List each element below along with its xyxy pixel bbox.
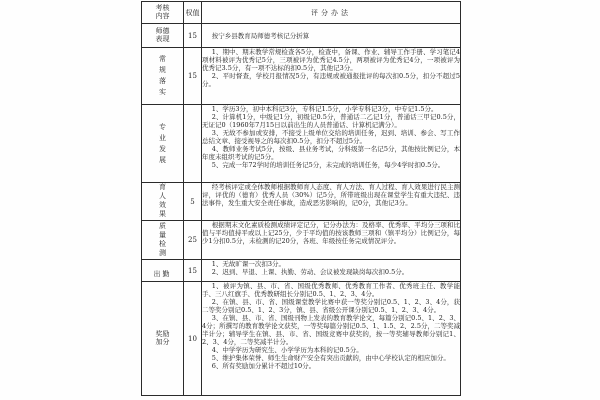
method-paragraph: 3、在镇、县、市、省、国级刊物上发表的教育教学论文，每篇分别记0.5、1、2、3、4分；所撰写的教育教学论文获奖，一等奖每篇分别记0.5、1、1.5、2、2.5分，二等奖减半计分；辅导学生在镇、县、市、省、国级竞赛中获奖的，按一等奖辅导教师分别记1、2、3、4分，二等奖减半计分。 — [202, 314, 460, 346]
header-item-label: 考核内容 — [155, 3, 170, 20]
row-bonus — [142, 282, 461, 396]
header-item-cell — [142, 2, 184, 24]
item-label: 师德表现 — [155, 26, 170, 43]
weight-cell — [184, 24, 202, 48]
row-professional-development — [142, 105, 461, 183]
item-label: 育人效果 — [159, 183, 166, 218]
item-label: 专业发展 — [159, 122, 166, 164]
weight-value: 15 — [188, 31, 197, 40]
item-cell — [142, 260, 184, 282]
header-method-cell — [202, 2, 461, 24]
weight-cell — [184, 48, 202, 105]
item-cell — [142, 48, 184, 105]
method-cell — [202, 221, 461, 260]
header-row — [142, 2, 461, 24]
item-cell — [142, 183, 184, 221]
method-paragraph: 2、在镇、县、市、省、国级课堂教学比赛中获一等奖分别记0.5、1、2、3、4分，获二等奖分别记0.5、1、2、3分，镇、县、省级公开课分别记0.5、1、2、3、4分。 — [202, 298, 460, 314]
method-paragraph: 1、期中、期末教学常规检查各5分，检查中，备课、作业、辅导工作手册、学习笔记4项材料被评为优秀记5分，三项被评为优秀记4.5分，两项被评为优秀记4分，一项被评为优秀记3.5分，有一项不达标的扣0.5分，其他记3分。 — [202, 48, 460, 72]
item-cell — [142, 282, 184, 396]
weight-value: 5 — [190, 197, 195, 206]
method-paragraph: 2、计算机1分，中级记1分，初级记0.5分，普通话二乙记1分，普通话三甲记0.5分，无证记0（1960年7月15日以前出生的人员普通话、计算机记满分）。 — [202, 113, 460, 129]
item-label: 奖励加分 — [155, 329, 170, 346]
row-attendance — [142, 260, 461, 282]
weight-cell — [184, 105, 202, 183]
item-cell — [142, 105, 184, 183]
item-label: 出勤 — [153, 270, 172, 278]
row-teacher-ethics — [142, 24, 461, 48]
weight-value: 15 — [188, 72, 197, 80]
header-weight-cell — [184, 2, 202, 24]
item-cell — [142, 24, 184, 48]
method-cell — [202, 48, 461, 105]
method-paragraph: 根据期末文化素质检测成绩评定记分，记分办法为：及格率、优秀率、平均分三项和比值与平均值持平或以上记25分，少于平均值的按该教师三项和（镇平均分）比例记分，每少1分扣0.5分，未检测的记20分，各班、年级按任务完成情况评分。 — [202, 221, 460, 245]
method-paragraph: 6、所有奖励加分累计不超过10分。 — [211, 362, 316, 370]
weight-cell — [184, 282, 202, 396]
method-paragraph: 5、维护集体荣誉、师生生命财产安全有突出贡献的，由中心学校认定的相应加分。 — [211, 354, 450, 362]
weight-value: 25 — [188, 236, 197, 244]
header-weight-label: 权值 — [185, 8, 200, 17]
item-label: 质量检测 — [159, 221, 166, 257]
method-paragraph: 4、中学学历为研究生、小学学历为本科的记0.5分。 — [211, 346, 363, 354]
assessment-table — [141, 1, 461, 396]
method-cell — [202, 105, 461, 183]
method-paragraph: 5、完成一年72学时的培训任务记5分，未完成的培训任务，每少4学时扣0.5分。 — [211, 161, 445, 169]
row-quality-test — [142, 221, 461, 260]
item-cell — [142, 221, 184, 260]
item-label: 常规落实 — [159, 55, 166, 96]
method-paragraph: 按宁乡县教育局师德考核记分折算 — [211, 31, 310, 40]
method-paragraph: 2、平时督查，学校月报情况5分，有违规或被通报批评的每次扣0.5分，扣分不超过5分。 — [202, 72, 460, 88]
weight-value: 10 — [188, 334, 197, 343]
method-cell — [202, 24, 461, 48]
method-paragraph: 2、迟到、早退、上课、执勤、劳动、会议被发现缺岗每次扣0.5分。 — [211, 268, 409, 276]
method-paragraph: 1、无故旷课一次扣3分。 — [211, 260, 286, 268]
method-paragraph: 3、无故不参加或安排，不接受上级单位交给的培训任务，迟到、培训、参会、写工作总结文章、接受视导之的每次扣0.5分，扣分不超过5分。 — [202, 129, 460, 145]
weight-value: 15 — [188, 266, 197, 275]
weight-cell — [184, 183, 202, 221]
row-education-effect — [142, 183, 461, 221]
weight-cell — [184, 221, 202, 260]
method-paragraph: 经考核评定或全体教师根据教师育人态度、育人方法、育人过程、育人效果进行民主测评，评优的（德育）优秀人员（30%）记5分，所带班级出现在课堂学生有重大违纪、违法事件，发生重大安全责任事故，造成恶劣影响的，记0分，其他记3分。 — [202, 183, 460, 207]
method-paragraph: 1、被评为镇、县、市、省、国级优秀教师、优秀教育工作者、优秀班主任、教学能手、三八红旗手、优秀教研组长分别记0.5、1、2、3、4分。 — [202, 282, 460, 298]
method-cell — [202, 183, 461, 221]
method-paragraph: 4、教师业务考试5分，按级、县业务考试，分科级第一名记5分，其他按比例记分，本年度未组织考试的记5分。 — [202, 145, 460, 161]
weight-cell — [184, 260, 202, 282]
method-cell — [202, 282, 461, 396]
row-routine — [142, 48, 461, 105]
header-method-label: 评分办法 — [311, 8, 351, 17]
method-cell — [202, 260, 461, 282]
method-paragraph: 1、学历3分，初中本科记3分，专科记1.5分，小学专科记3分，中专记1.5分。 — [211, 105, 438, 113]
